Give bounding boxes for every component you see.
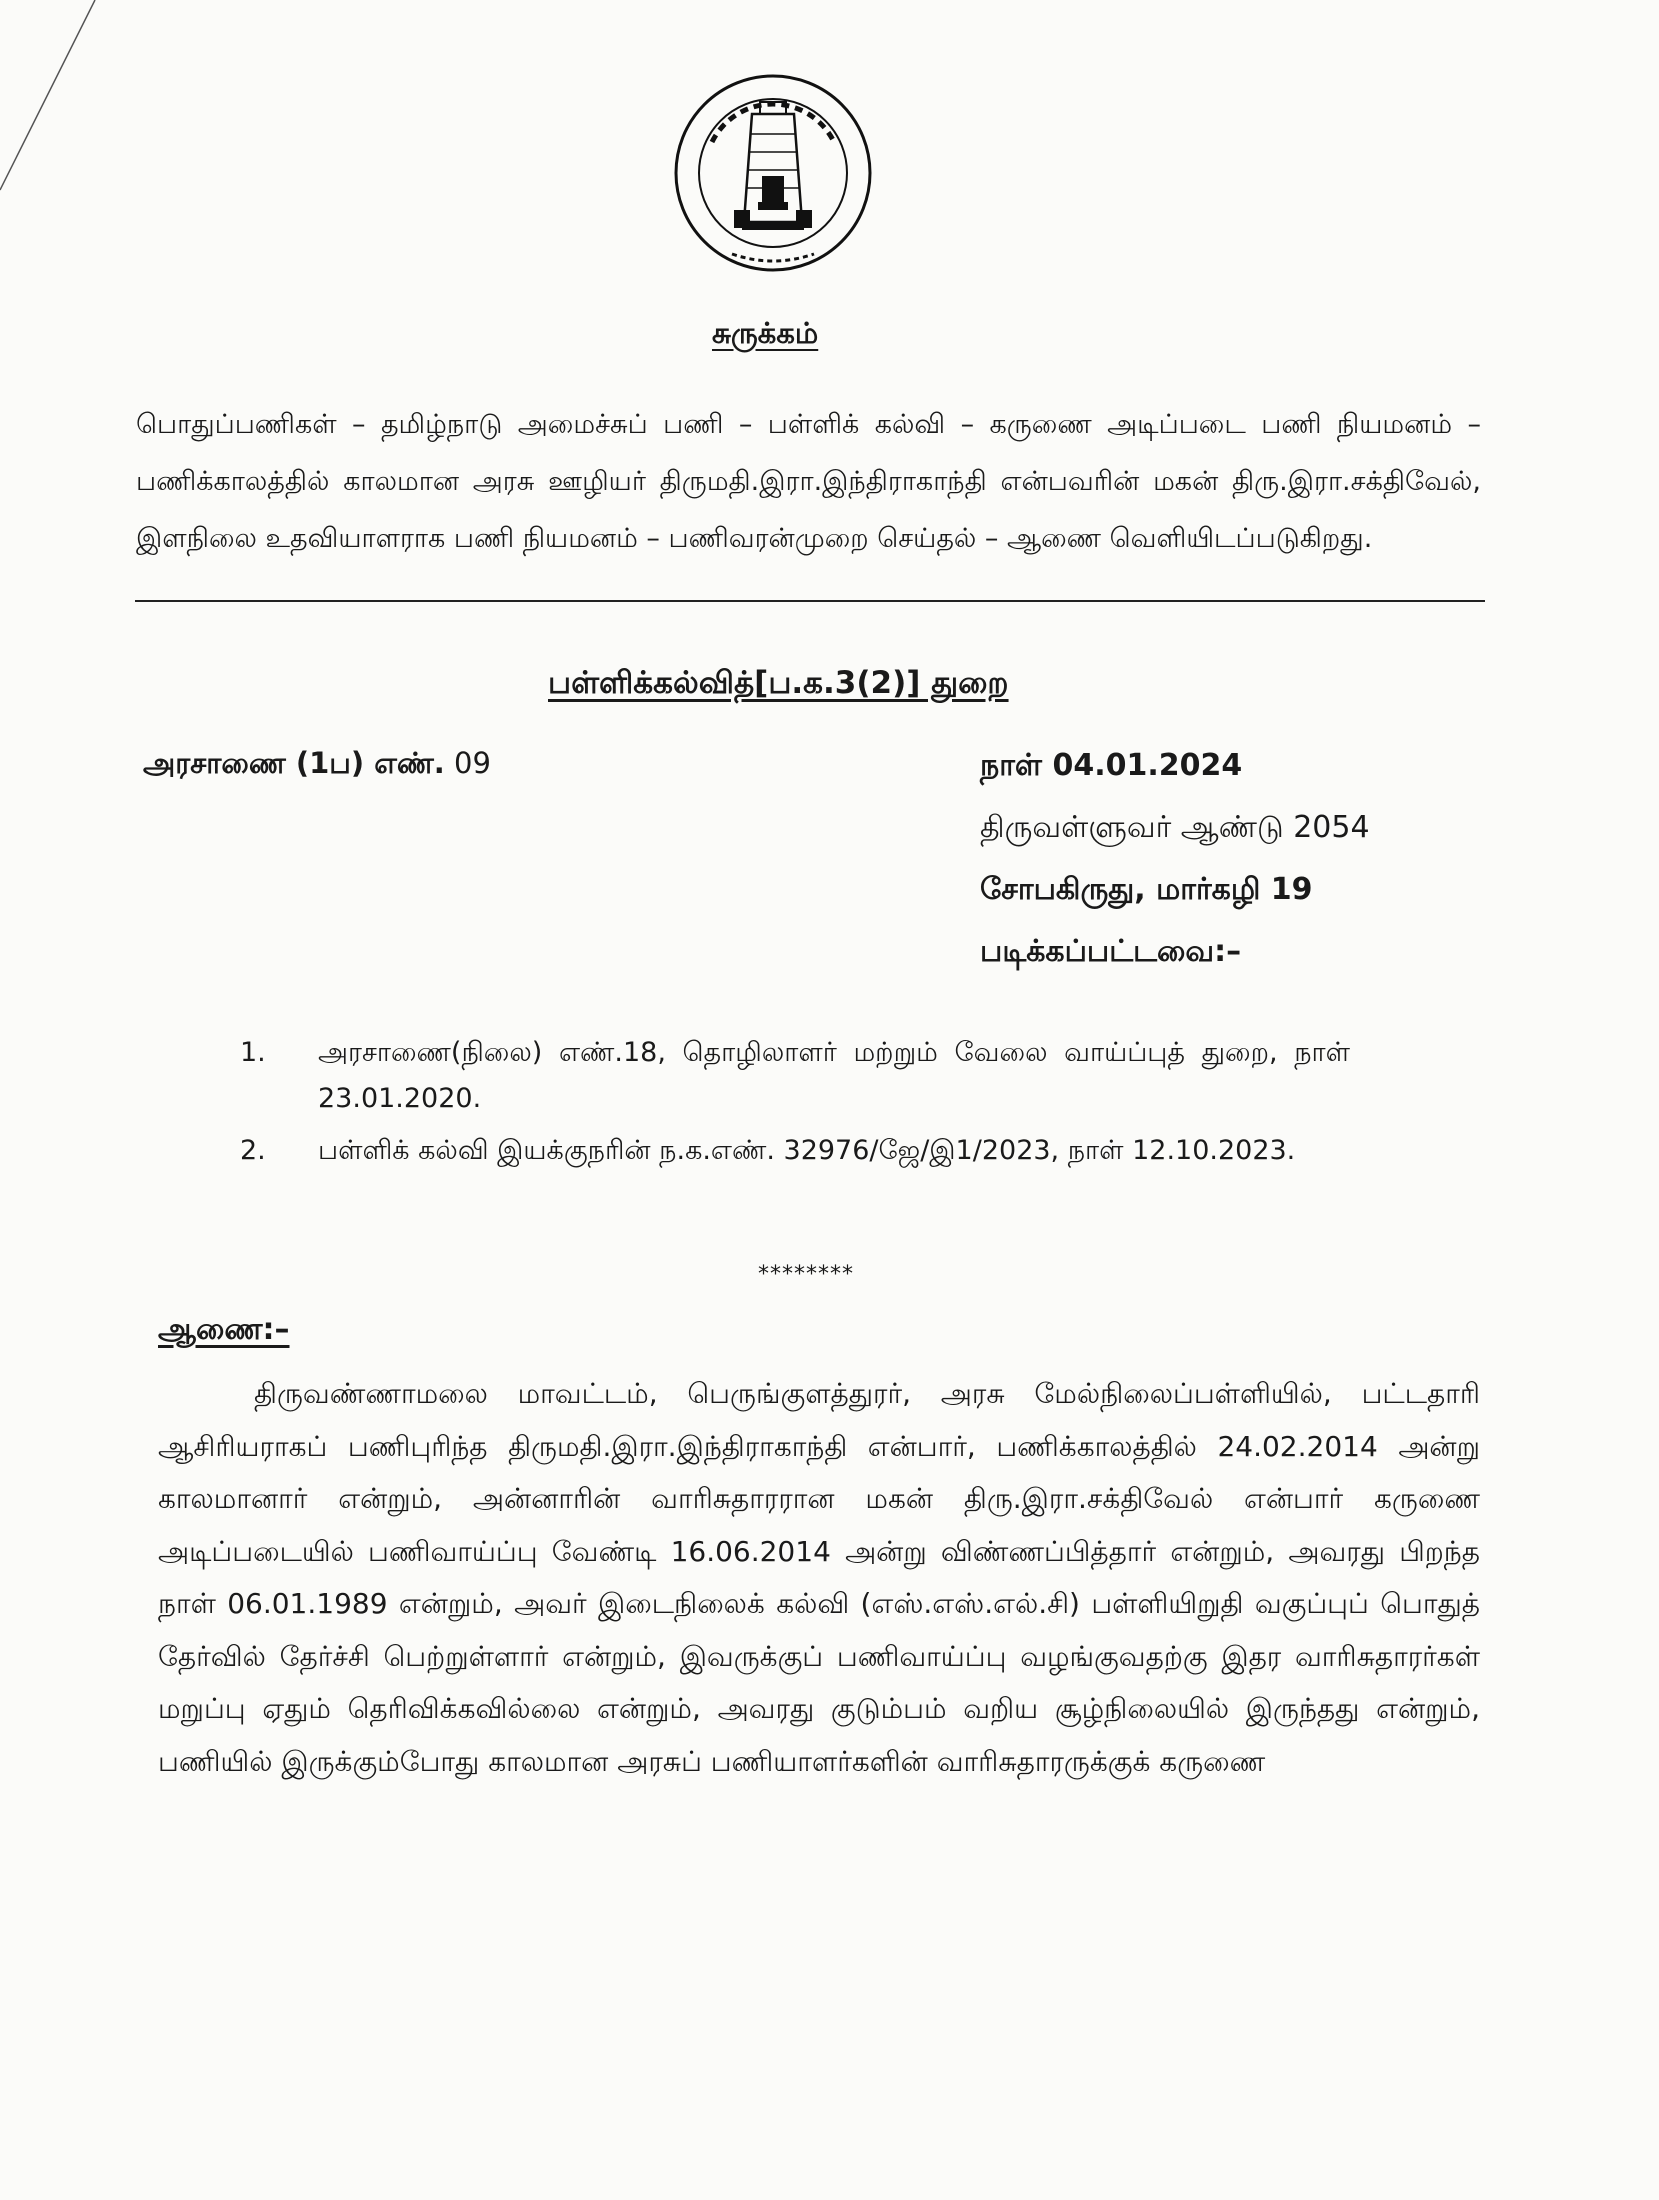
summary-text: பொதுப்பணிகள் – தமிழ்நாடு அமைச்சுப் பணி – பள்ளிக் கல்வி – கருணை அடிப்படை பணி நியமனம் – பணிக்காலத்தில் காலமான அரசு ஊழியர் திருமதி.இரா.இந்திராகாந்தி என்பவரின் மகன் திரு.இரா.சக்திவேல், இளநிலை உதவியாளராக பணி நியமனம் – பணிவரன்முறை செய்தல் – ஆணை வெளியிடப்படுகிறது.	[136, 409, 1481, 554]
separator-stars: ********	[758, 1262, 854, 1287]
date-block	[980, 735, 1370, 983]
reference-number: 2.	[240, 1135, 266, 1166]
reference-number: 1.	[240, 1037, 266, 1068]
order-heading: ஆணை:–	[158, 1312, 290, 1347]
government-emblem-seal	[672, 72, 874, 274]
date-value: 04.01.2024	[1052, 748, 1243, 783]
page-edge-artifact	[0, 0, 140, 200]
order-body-text: திருவண்ணாமலை மாவட்டம், பெருங்குளத்துரர், அரசு மேல்நிலைப்பள்ளியில், பட்டதாரி ஆசிரியராகப் பணிபுரிந்த திருமதி.இரா.இந்திராகாந்தி என்பார், பணிக்காலத்தில் 24.02.2014 அன்று காலமானார் என்றும், அன்னாரின் வாரிசுதாரரான மகன் திரு.இரா.சக்திவேல் என்பார் கருணை அடிப்படையில் பணிவாய்ப்பு வேண்டி 16.06.2014 அன்று விண்ணப்பித்தார் என்றும், அவரது பிறந்த நாள் 06.01.1989 என்றும், அவர் இடைநிலைக் கல்வி (எஸ்.எஸ்.எல்.சி) பள்ளியிறுதி வகுப்புப் பொதுத் தேர்வில் தேர்ச்சி பெற்றுள்ளார் என்றும், இவருக்குப் பணிவாய்ப்பு வழங்குவதற்கு இதர வாரிசுதாரர்கள் மறுப்பு ஏதும் தெரிவிக்கவில்லை என்றும், அவரது குடும்பம் வறிய சூழ்நிலையில் இருந்தது என்றும், பணியில் இருக்கும்போது காலமான அரசுப் பணியாளர்களின் வாரிசுதாரருக்குக் கருணை	[158, 1377, 1480, 1778]
department-heading: பள்ளிக்கல்வித்[ப.க.3(2)] துறை	[548, 665, 1009, 701]
reference-item	[240, 1128, 1350, 1174]
date-row	[980, 735, 1370, 797]
tamil-date: சோபகிருது, மார்கழி 19	[980, 872, 1313, 907]
reference-item	[240, 1030, 1350, 1122]
go-number	[143, 746, 491, 784]
references-list	[240, 1030, 1350, 1180]
reference-text: அரசாணை(நிலை) எண்.18, தொழிலாளர் மற்றும் வேலை வாய்ப்புத் துறை, நாள் 23.01.2020.	[318, 1037, 1350, 1114]
summary-heading: சுருக்கம்	[712, 316, 819, 350]
divider-line	[135, 600, 1485, 602]
date-label: நாள்	[980, 748, 1042, 783]
reference-text: பள்ளிக் கல்வி இயக்குநரின் ந.க.எண். 32976/ஜே/இ1/2023, நாள் 12.10.2023.	[318, 1135, 1296, 1166]
read-label: படிக்கப்பட்டவை:–	[980, 934, 1242, 969]
go-number-value: 09	[454, 746, 491, 780]
thiruvalluvar-year: திருவள்ளுவர் ஆண்டு 2054	[980, 810, 1370, 845]
go-number-label: அரசாணை (1ப) எண்.	[143, 746, 445, 780]
